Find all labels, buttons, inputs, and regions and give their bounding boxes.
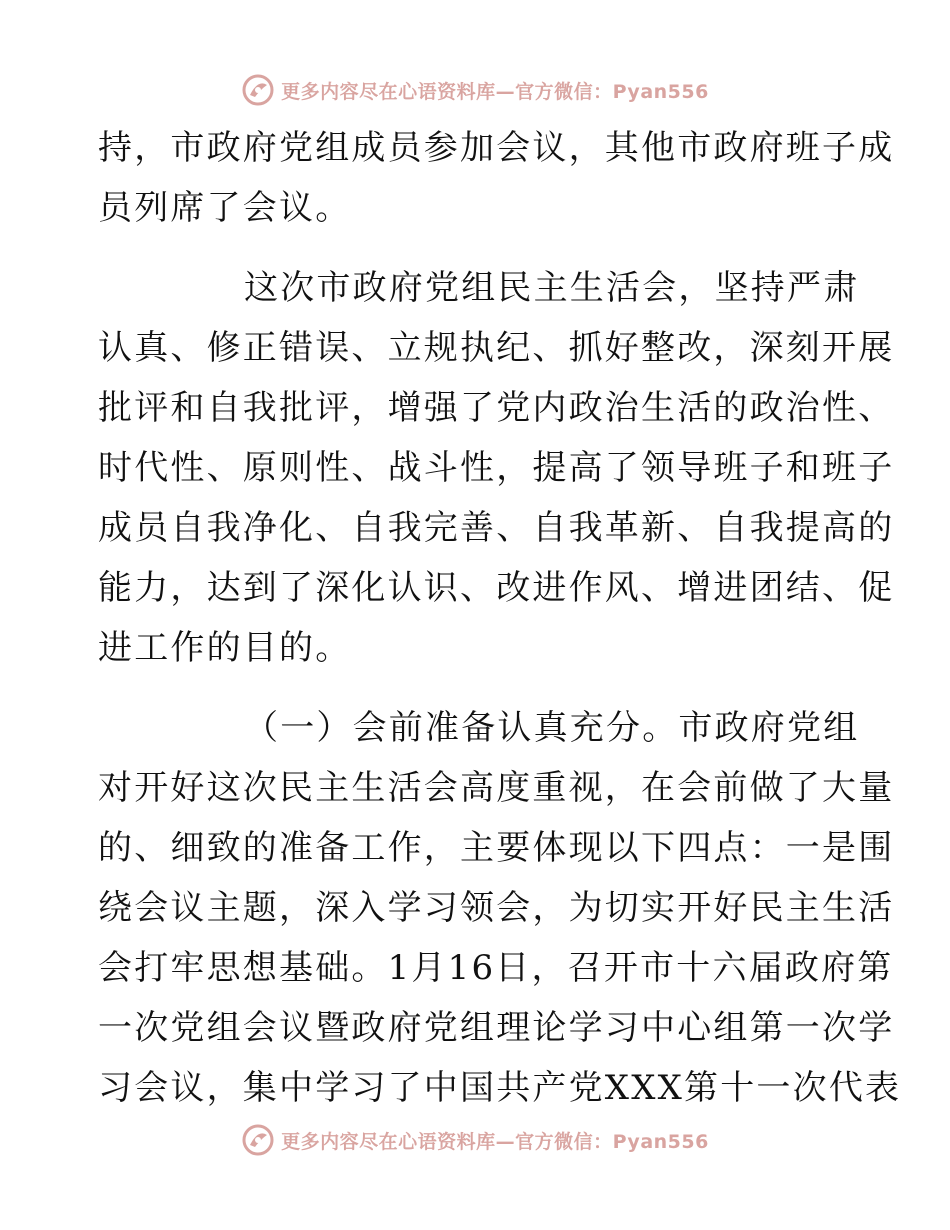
watermark-text: 更多内容尽在心语资料库—官方微信：Pyan556 xyxy=(281,80,709,103)
text-line: 会打牢思想基础。1月16日，召开市十六届政府第 xyxy=(98,948,894,988)
text-line: 员列席了会议。 xyxy=(98,188,352,228)
text-line: 绕会议主题，深入学习领会，为切实开好民主生活 xyxy=(98,888,895,928)
text-line: 这次市政府党组民主生活会，坚持严肃 xyxy=(244,268,860,308)
footer-watermark xyxy=(0,1120,950,1160)
text-line: 时代性、原则性、战斗性，提高了领导班子和班子 xyxy=(98,448,895,488)
text-line: 对开好这次民主生活会高度重视，在会前做了大量 xyxy=(98,768,895,808)
watermark-text: 更多内容尽在心语资料库—官方微信：Pyan556 xyxy=(281,1130,709,1153)
text-line: 持，市政府党组成员参加会议，其他市政府班子成 xyxy=(98,128,895,168)
text-line: 一次党组会议暨政府党组理论学习中心组第一次学 xyxy=(98,1008,895,1048)
paragraph-2 xyxy=(98,258,895,678)
section-heading-line: （一）会前准备认真充分。市政府党组 xyxy=(244,708,860,748)
text-line: 的、细致的准备工作，主要体现以下四点：一是围 xyxy=(98,828,895,868)
watermark-logo-icon xyxy=(241,1123,275,1157)
paragraph-1 xyxy=(98,118,895,238)
watermark-logo-icon xyxy=(241,73,275,107)
document-body xyxy=(98,118,902,1138)
paragraph-3 xyxy=(98,698,902,1118)
text-line: 认真、修正错误、立规执纪、抓好整改，深刻开展 xyxy=(98,328,895,368)
text-line: 能力，达到了深化认识、改进作风、增进团结、促 xyxy=(98,568,895,608)
text-line: 批评和自我批评，增强了党内政治生活的政治性、 xyxy=(98,388,895,428)
header-watermark xyxy=(0,70,950,110)
text-line: 成员自我净化、自我完善、自我革新、自我提高的 xyxy=(98,508,895,548)
text-line: 习会议，集中学习了中国共产党XXX第十一次代表 xyxy=(98,1068,902,1108)
text-line: 进工作的目的。 xyxy=(98,628,352,668)
